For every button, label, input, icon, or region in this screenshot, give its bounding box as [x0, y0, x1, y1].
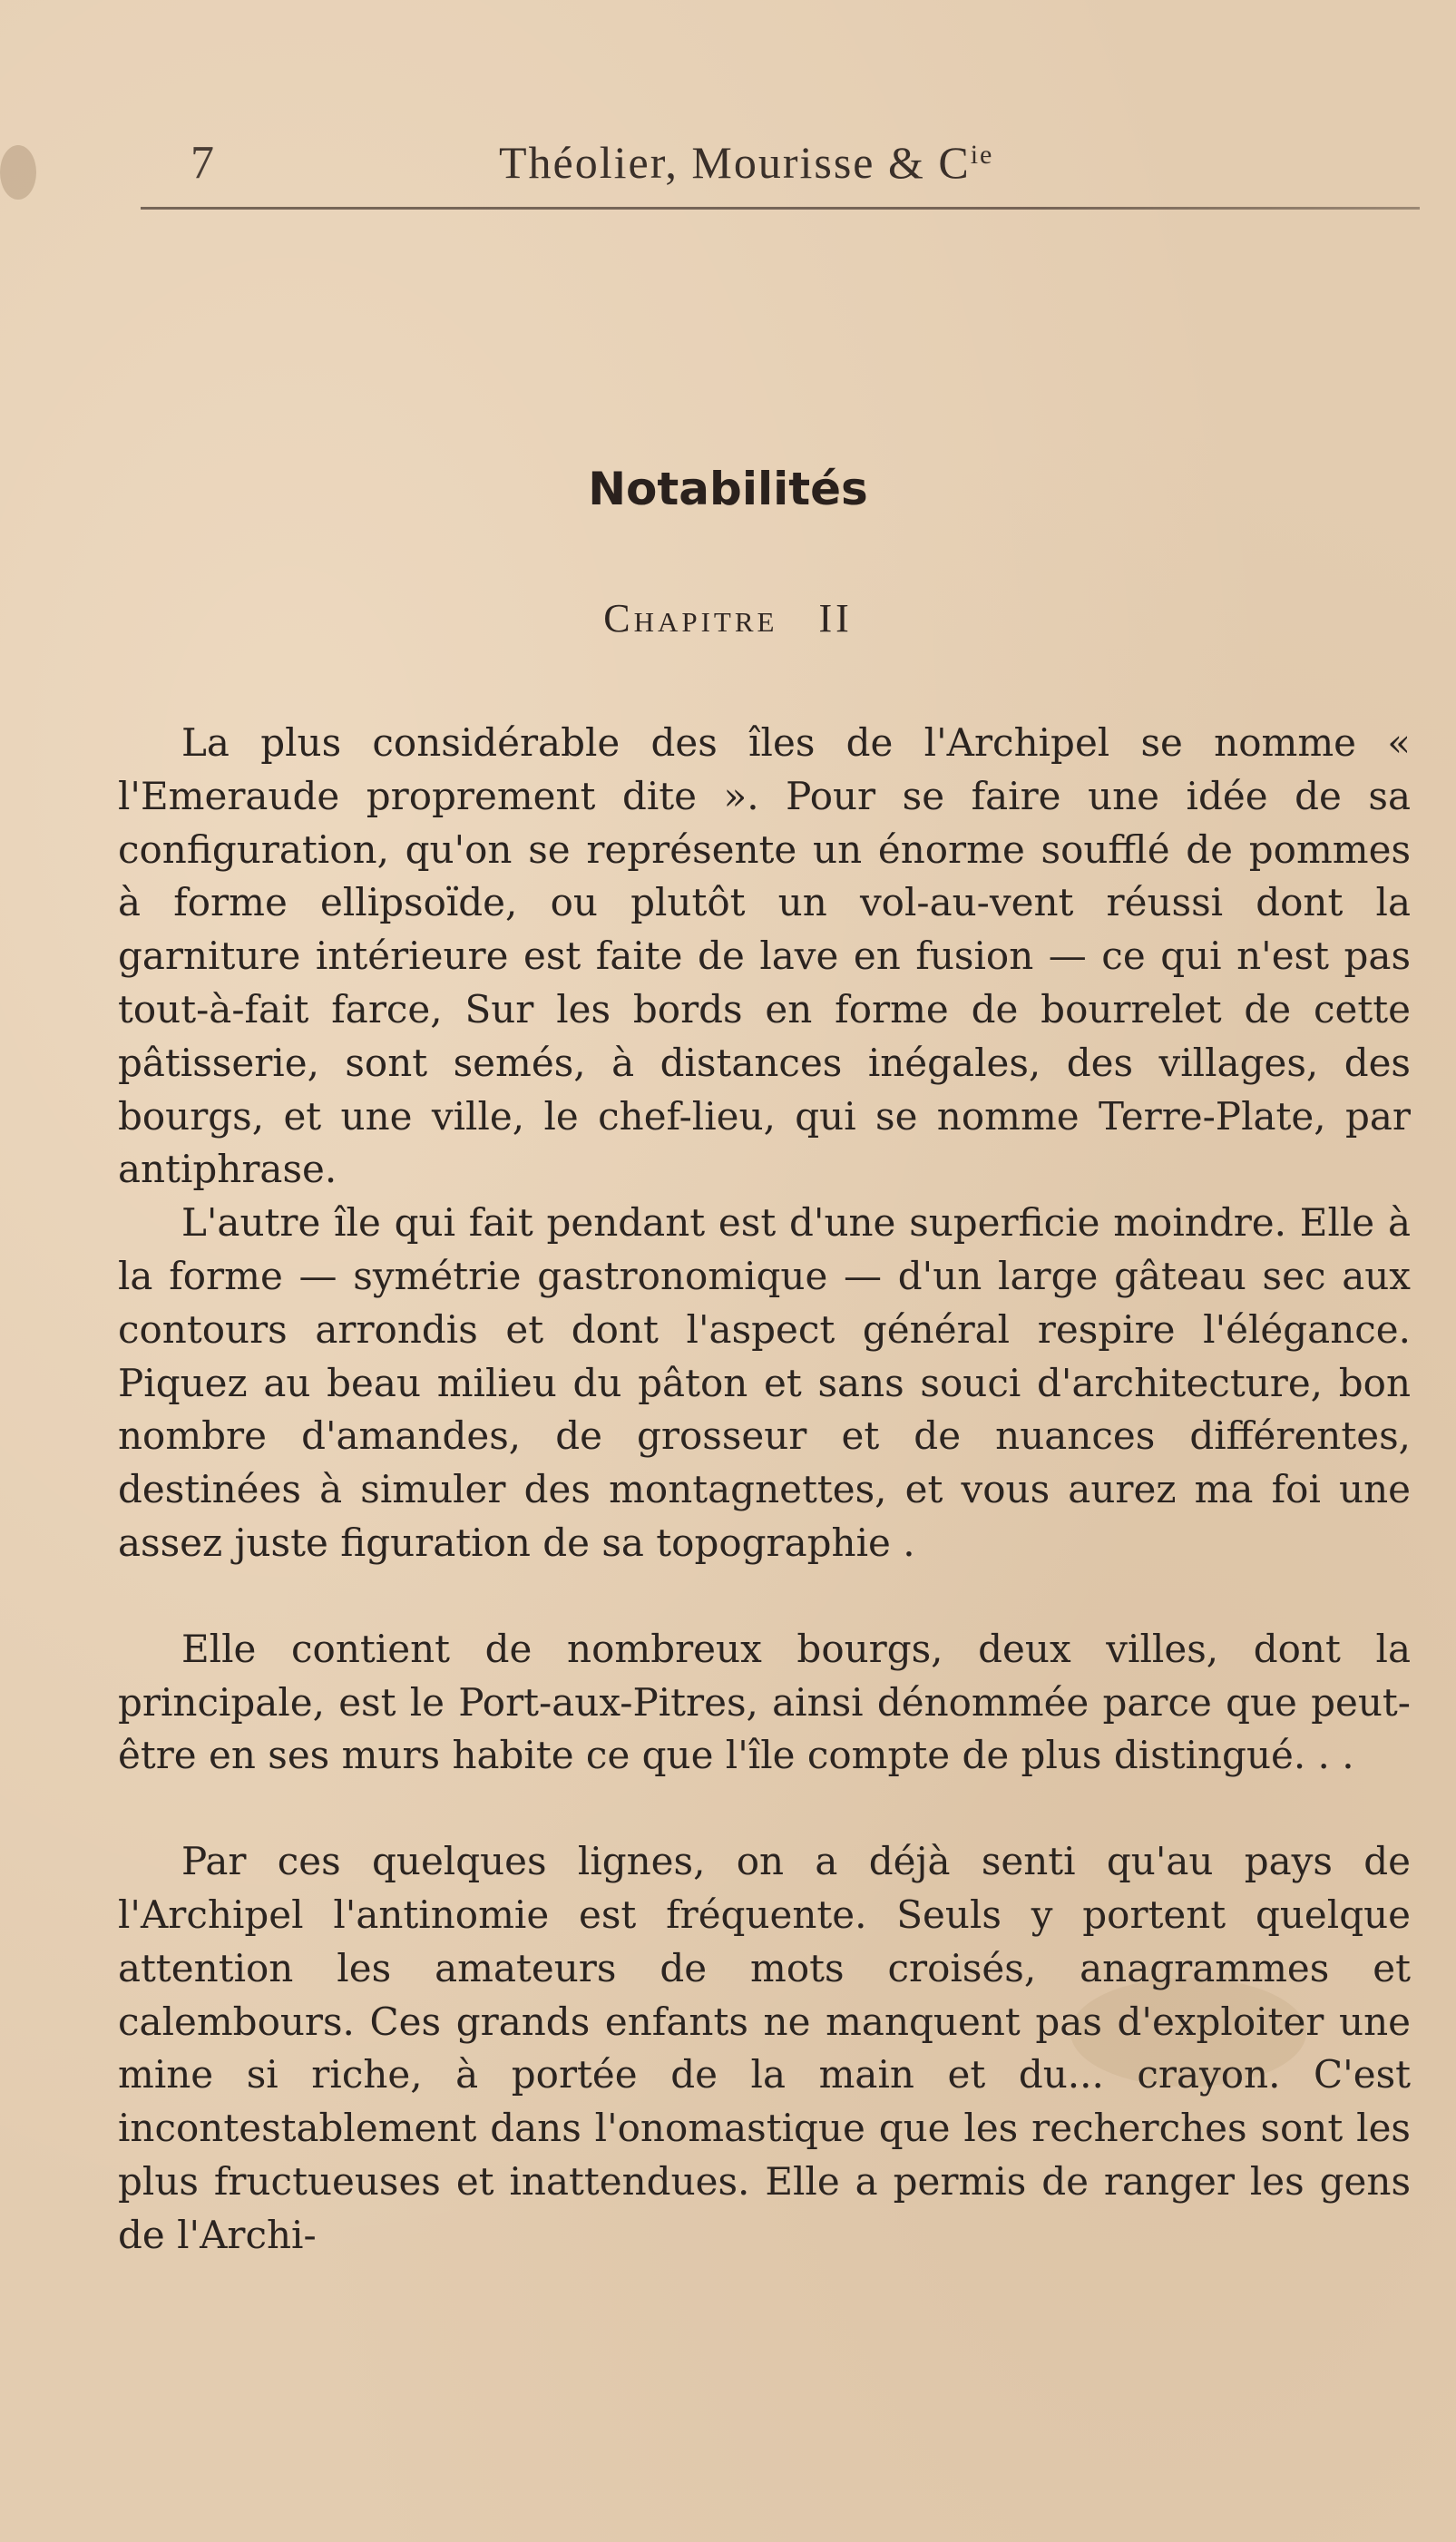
- running-head-text: Théolier, Mourisse & C: [499, 137, 971, 188]
- chapter-word: Chapitre: [603, 596, 778, 640]
- page-number: 7: [191, 137, 214, 189]
- page-header: [136, 136, 1424, 209]
- running-head: [499, 136, 993, 189]
- paper-stain: [0, 145, 36, 200]
- paragraph-3: Elle contient de nombreux bourgs, deux villes, dont la principale, est le Port-aux-Pitres, ainsi dénommée parce que peut-être en ses murs habite ce que l'île compte de plus distingué. . .: [118, 1626, 1411, 1778]
- paragraph-4: Par ces quelques lignes, on a déjà senti qu'au pays de l'Archipel l'antinomie est fréquente. Seuls y portent quelque attention les amateurs de mots croisés, anagrammes et calembours. Ces grands enfants ne manquent pas d'exploiter une mine si riche, à portée de la main et du... crayon. C'est incontestablement dans l'onomastique que les recherches sont les plus fructueuses et inattendues. Elle a permis de ranger les gens de l'Archi-: [118, 1839, 1411, 2257]
- header-rule: [141, 207, 1420, 210]
- body-text: [118, 717, 1411, 2263]
- chapter-heading: [0, 595, 1456, 641]
- running-head-superscript: ie: [970, 140, 994, 170]
- chapter-number: II: [818, 596, 853, 640]
- paragraph-1: La plus considérable des îles de l'Archipel se nomme « l'Emeraude proprement dite ». Pour se faire une idée de sa configuration, qu'on se représente un énorme soufflé de pommes à forme ellipsoïde, ou plutôt un vol-au-vent réussi dont la garniture intérieure est faite de lave en fusion — ce qui n'est pas tout-à-fait farce, Sur les bords en forme de bourrelet de cette pâtisserie, sont semés, à distances inégales, des villages, des bourgs, et une ville, le chef-lieu, qui se nomme Terre-Plate, par antiphrase.: [118, 720, 1411, 1192]
- page-title: Notabilités: [588, 463, 868, 515]
- paragraph-2: L'autre île qui fait pendant est d'une superficie moindre. Elle à la forme — symétrie gastronomique — d'un large gâteau sec aux contours arrondis et dont l'aspect général respire l'élégance. Piquez au beau milieu du pâton et sans souci d'architecture, bon nombre d'amandes, de grosseur et de nuances différentes, destinées à simuler des montagnettes, et vous aurez ma foi une assez juste figuration de sa topographie .: [118, 1200, 1411, 1565]
